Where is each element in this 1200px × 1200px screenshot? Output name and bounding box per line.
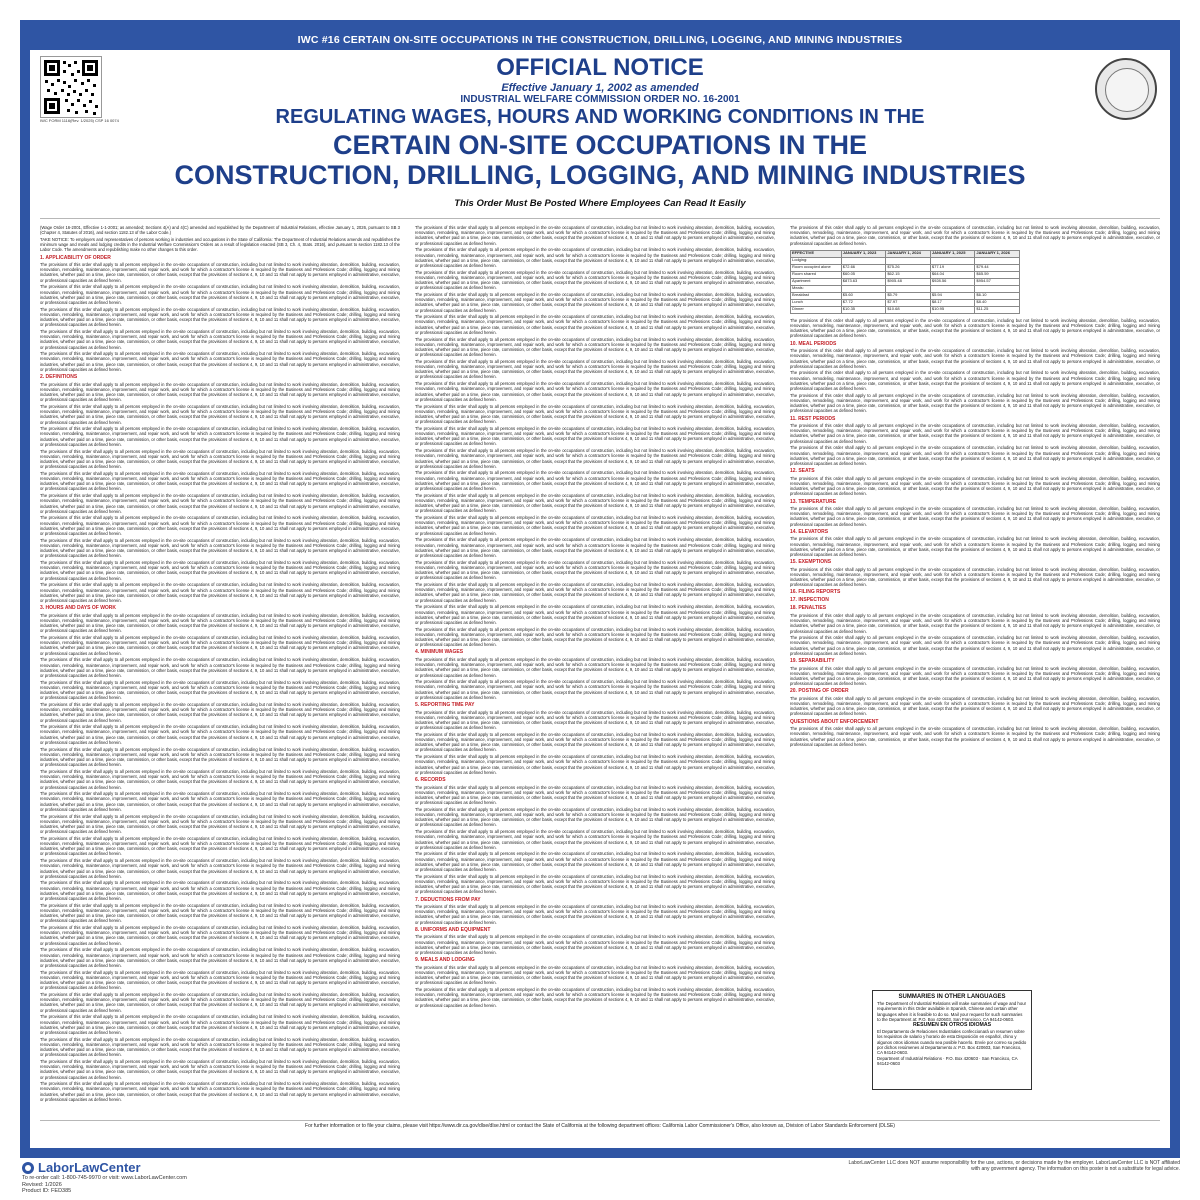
body-paragraph: The provisions of this order shall apply to all persons employed in the on-site occupations of construction, including but not limited to work involving alteration, demolition, building, excavation, renovation, remodeling, maintenance, improvement, and repair work, and work for which a contractor's license is required by the Business and Professions Code; drilling, logging and mining industries, whether paid on a time, piece rate, commission, or other basis, except that the provisions of sections 4, 9, 10 and 11 shall not apply to persons employed in administrative, executive, or professional capacities as defined herein. (40, 880, 400, 902)
table-cell: $77.19 (930, 264, 975, 271)
summary-address: Department of Industrial Relations · P.O. Box 420603 · San Francisco, CA 94142-0603 (877, 1055, 1018, 1066)
body-paragraph: The provisions of this order shall apply to all persons employed in the on-site occupations of construction, including but not limited to work involving alteration, demolition, building, excavation, renovation, remodeling, maintenance, improvement, and repair work, and work for which a contractor's license is required by the Business and Professions Code; drilling, logging and mining industries, whether paid on a time, piece rate, commission, or other basis, except that the provisions of sections 4, 9, 10 and 11 shall not apply to persons employed in administrative, executive, or professional capacities as defined herein. (40, 306, 400, 328)
meals-lodging-table (790, 250, 1020, 314)
table-cell (930, 257, 975, 264)
body-paragraph: The provisions of this order shall apply to all persons employed in the on-site occupations of construction, including but not limited to work involving alteration, demolition, building, excavation, renovation, remodeling, maintenance, improvement, and repair work, and work for which a contractor's license is required by the Business and Professions Code; drilling, logging and mining industries, whether paid on a time, piece rate, commission, or other basis, except that the provisions of sections 4, 9, 10 and 11 shall not apply to persons employed in administrative, executive, or professional capacities as defined herein. (415, 336, 775, 358)
section-heading: 16. FILING REPORTS (790, 589, 841, 596)
section-heading: 2. DEFINITIONS (40, 374, 78, 381)
body-paragraph: The provisions of this order shall apply to all persons employed in the on-site occupations of construction, including but not limited to work involving alteration, demolition, building, excavation, renovation, remodeling, maintenance, improvement, and repair work, and work for which a contractor's license is required by the Business and Professions Code; drilling, logging and mining industries, whether paid on a time, piece rate, commission, or other basis, except that the provisions of sections 4, 9, 10 and 11 shall not apply to persons employed in administrative, executive, or professional capacities as defined herein. (790, 392, 1160, 414)
section-heading: 14. ELEVATORS (790, 528, 829, 535)
poster-sheet (30, 30, 1170, 1148)
body-paragraph: The provisions of this order shall apply to all persons employed in the on-site occupations of construction, including but not limited to work involving alteration, demolition, building, excavation, renovation, remodeling, maintenance, improvement, and repair work, and work for which a contractor's license is required by the Business and Professions Code; drilling, logging and mining industries, whether paid on a time, piece rate, commission, or other basis, except that the provisions of sections 4, 9, 10 and 11 shall not apply to persons employed in administrative, executive, or professional capacities as defined herein. (790, 370, 1160, 392)
body-paragraph: The provisions of this order shall apply to all persons employed in the on-site occupations of construction, including but not limited to work involving alteration, demolition, building, excavation, renovation, remodeling, maintenance, improvement, and repair work, and work for which a contractor's license is required by the Business and Professions Code; drilling, logging and mining industries, whether paid on a time, piece rate, commission, or other basis, except that the provisions of sections 4, 9, 10 and 11 shall not apply to persons employed in administrative, executive, or professional capacities as defined herein. (415, 851, 775, 873)
body-paragraph: The provisions of this order shall apply to all persons employed in the on-site occupations of construction, including but not limited to work involving alteration, demolition, building, excavation, renovation, remodeling, maintenance, improvement, and repair work, and work for which a contractor's license is required by the Business and Professions Code; drilling, logging and mining industries, whether paid on a time, piece rate, commission, or other basis, except that the provisions of sections 4, 9, 10 and 11 shall not apply to persons employed in administrative, executive, or professional capacities as defined herein. (40, 969, 400, 991)
section-heading: 4. MINIMUM WAGES (415, 649, 464, 656)
product-id-line: Product ID: FED385 (22, 1188, 72, 1194)
body-paragraph: The provisions of this order shall apply to all persons employed in the on-site occupations of construction, including but not limited to work involving alteration, demolition, building, excavation, renovation, remodeling, maintenance, improvement, and repair work, and work for which a contractor's license is required by the Business and Professions Code; drilling, logging and mining industries, whether paid on a time, piece rate, commission, or other basis, except that the provisions of sections 4, 9, 10 and 11 shall not apply to persons employed in administrative, executive, or professional capacities as defined herein. (790, 695, 1160, 717)
regulating-heading: REGULATING WAGES, HOURS AND WORKING CONDITIONS IN THE (275, 106, 925, 128)
section-heading: 6. RECORDS (415, 777, 446, 783)
table-cell: $8.17 (930, 299, 975, 306)
body-paragraph: The provisions of this order shall apply to all persons employed in the on-site occupations of construction, including but not limited to work involving alteration, demolition, building, excavation, renovation, remodeling, maintenance, improvement, and repair work, and work for which a contractor's license is required by the Business and Professions Code; drilling, logging and mining industries, whether paid on a time, piece rate, commission, or other basis, except that the provisions of sections 4, 9, 10 and 11 shall not apply to persons employed in administrative, executive, or professional capacities as defined herein. (40, 381, 400, 403)
body-paragraph: The provisions of this order shall apply to all persons employed in the on-site occupations of construction, including but not limited to work involving alteration, demolition, building, excavation, renovation, remodeling, maintenance, improvement, and repair work, and work for which a contractor's license is required by the Business and Professions Code; drilling, logging and mining industries, whether paid on a time, piece rate, commission, or other basis, except that the provisions of sections 4, 9, 10 and 11 shall not apply to persons employed in administrative, executive, or professional capacities as defined herein. (40, 351, 400, 372)
body-paragraph: The provisions of this order shall apply to all persons employed in the on-site occupations of construction, including but not limited to work involving alteration, demolition, building, excavation, renovation, remodeling, maintenance, improvement, and repair work, and work for which a contractor's license is required by the Business and Professions Code; drilling, logging and mining industries, whether paid on a time, piece rate, commission, or other basis, except that the provisions of sections 4, 9, 10 and 11 shall not apply to persons employed in administrative, executive, or professional capacities as defined herein. (40, 1014, 400, 1035)
official-notice-heading: OFFICIAL NOTICE (496, 54, 704, 81)
summary-title: SUMMARIES IN OTHER LANGUAGES (898, 994, 1006, 1000)
body-paragraph: The provisions of this order shall apply to all persons employed in the on-site occupations of construction, including but not limited to work involving alteration, demolition, building, excavation, renovation, remodeling, maintenance, improvement, and repair work, and work for which a contractor's license is required by the Business and Professions Code; drilling, logging and mining industries, whether paid on a time, piece rate, commission, or other basis, except that the provisions of sections 4, 9, 10 and 11 shall not apply to persons employed in administrative, executive, or professional capacities as defined herein. (415, 626, 775, 648)
table-cell: $8.40 (975, 299, 1020, 306)
table-cell: Apartment (791, 278, 842, 285)
body-paragraph: The provisions of this order shall apply to all persons employed in the on-site occupations of construction, including but not limited to work involving alteration, demolition, building, excavation, renovation, remodeling, maintenance, improvement, and repair work, and work for which a contractor's license is required by the Business and Professions Code; drilling, logging and mining industries, whether paid on a time, piece rate, commission, or other basis, except that the provisions of sections 4, 9, 10 and 11 shall not apply to persons employed in administrative, executive, or professional capacities as defined herein. (790, 445, 1160, 466)
body-paragraph: The provisions of this order shall apply to all persons employed in the on-site occupations of construction, including but not limited to work involving alteration, demolition, building, excavation, renovation, remodeling, maintenance, improvement, and repair work, and work for which a contractor's license is required by the Business and Professions Code; drilling, logging and mining industries, whether paid on a time, piece rate, commission, or other basis, except that the provisions of sections 4, 9, 10 and 11 shall not apply to persons employed in administrative, executive, or professional capacities as defined herein. (790, 348, 1160, 369)
revised-line: Revised: 1/2026 (22, 1181, 62, 1188)
body-paragraph: The provisions of this order shall apply to all persons employed in the on-site occupations of construction, including but not limited to work involving alteration, demolition, building, excavation, renovation, remodeling, maintenance, improvement, and repair work, and work for which a contractor's license is required by the Business and Professions Code; drilling, logging and mining industries, whether paid on a time, piece rate, commission, or other basis, except that the provisions of sections 4, 9, 10 and 11 shall not apply to persons employed in administrative, executive, or professional capacities as defined herein. (415, 269, 775, 291)
body-paragraph: The provisions of this order shall apply to all persons employed in the on-site occupations of construction, including but not limited to work involving alteration, demolition, building, excavation, renovation, remodeling, maintenance, improvement, and repair work, and work for which a contractor's license is required by the Business and Professions Code; drilling, logging and mining industries, whether paid on a time, piece rate, commission, or other basis, except that the provisions of sections 4, 9, 10 and 11 shall not apply to persons employed in administrative, executive, or professional capacities as defined herein. (415, 754, 775, 775)
section-heading: QUESTIONS ABOUT ENFORCEMENT (790, 718, 879, 725)
body-paragraph: The provisions of this order shall apply to all persons employed in the on-site occupations of construction, including but not limited to work involving alteration, demolition, building, excavation, renovation, remodeling, maintenance, improvement, and repair work, and work for which a contractor's license is required by the Business and Professions Code; drilling, logging and mining industries, whether paid on a time, piece rate, commission, or other basis, except that the provisions of sections 4, 9, 10 and 11 shall not apply to persons employed in administrative, executive, or professional capacities as defined herein. (40, 635, 400, 656)
table-cell: $64.04 (930, 271, 975, 278)
table-row (791, 264, 1020, 271)
table-cell: $5.94 (930, 292, 975, 299)
body-paragraph: The provisions of this order shall apply to all persons employed in the on-site occupations of construction, including but not limited to work involving alteration, demolition, building, excavation, renovation, remodeling, maintenance, improvement, and repair work, and work for which a contractor's license is required by the Business and Professions Code; drilling, logging and mining industries, whether paid on a time, piece rate, commission, or other basis, except that the provisions of sections 4, 9, 10 and 11 shall not apply to persons employed in administrative, executive, or professional capacities as defined herein. (415, 582, 775, 603)
section-heading: 10. MEAL PERIODS (790, 340, 837, 347)
table-row (791, 285, 1020, 292)
column-3 (790, 225, 1160, 1010)
table-cell: $7.72 (841, 299, 886, 306)
body-paragraph: The provisions of this order shall apply to all persons employed in the on-site occupations of construction, including but not limited to work involving alteration, demolition, building, excavation, renovation, remodeling, maintenance, improvement, and repair work, and work for which a contractor's license is required by the Business and Professions Code; drilling, logging and mining industries, whether paid on a time, piece rate, commission, or other basis, except that the provisions of sections 4, 9, 10 and 11 shall not apply to persons employed in administrative, executive, or professional capacities as defined herein. (40, 902, 400, 924)
table-cell (975, 285, 1020, 292)
body-paragraph: The provisions of this order shall apply to all persons employed in the on-site occupations of construction, including but not limited to work involving alteration, demolition, building, excavation, renovation, remodeling, maintenance, improvement, and repair work, and work for which a contractor's license is required by the Business and Professions Code; drilling, logging and mining industries, whether paid on a time, piece rate, commission, or other basis, except that the provisions of sections 4, 9, 10 and 11 shall not apply to persons employed in administrative, executive, or professional capacities as defined herein. (415, 537, 775, 558)
table-cell: $6.10 (975, 292, 1020, 299)
table-cell (886, 285, 931, 292)
order-banner: IWC #16 CERTAIN ON-SITE OCCUPATIONS IN THE CONSTRUCTION, DRILLING, LOGGING, AND MINING INDUSTRIES (30, 30, 1170, 50)
table-row (791, 306, 1020, 313)
contact-info-strip: For further information or to file your claims, please visit https://www.dir.ca.gov/dlse/dlse.html or contact the State of California at the following department offices: California Labor Commissioner's Office, also known as, Division of Labor Standards Enforcement (DLSE) (40, 1120, 1160, 1131)
language-summary-box (872, 990, 1032, 1090)
body-paragraph: The provisions of this order shall apply to all persons employed in the on-site occupations of construction, including but not limited to work involving alteration, demolition, building, excavation, renovation, remodeling, maintenance, improvement, and repair work, and work for which a contractor's license is required by the Business and Professions Code; drilling, logging and mining industries, whether paid on a time, piece rate, commission, or other basis, except that the provisions of sections 4, 9, 10 and 11 shall not apply to persons employed in administrative, executive, or professional capacities as defined herein. (40, 858, 400, 879)
section-heading: 13. TEMPERATURE (790, 498, 837, 505)
body-paragraph: The provisions of this order shall apply to all persons employed in the on-site occupations of construction, including but not limited to work involving alteration, demolition, building, excavation, renovation, remodeling, maintenance, improvement, and repair work, and work for which a contractor's license is required by the Business and Professions Code; drilling, logging and mining industries, whether paid on a time, piece rate, commission, or other basis, except that the provisions of sections 4, 9, 10 and 11 shall not apply to persons employed in administrative, executive, or professional capacities as defined herein. (40, 947, 400, 968)
body-paragraph: The provisions of this order shall apply to all persons employed in the on-site occupations of construction, including but not limited to work involving alteration, demolition, building, excavation, renovation, remodeling, maintenance, improvement, and repair work, and work for which a contractor's license is required by the Business and Professions Code; drilling, logging and mining industries, whether paid on a time, piece rate, commission, or other basis, except that the provisions of sections 4, 9, 10 and 11 shall not apply to persons employed in administrative, executive, or professional capacities as defined herein. (790, 665, 1160, 687)
body-paragraph: The provisions of this order shall apply to all persons employed in the on-site occupations of construction, including but not limited to work involving alteration, demolition, building, excavation, renovation, remodeling, maintenance, improvement, and repair work, and work for which a contractor's license is required by the Business and Professions Code; drilling, logging and mining industries, whether paid on a time, piece rate, commission, or other basis, except that the provisions of sections 4, 9, 10 and 11 shall not apply to persons employed in administrative, executive, or professional capacities as defined herein. (415, 784, 775, 806)
body-paragraph: The provisions of this order shall apply to all persons employed in the on-site occupations of construction, including but not limited to work involving alteration, demolition, building, excavation, renovation, remodeling, maintenance, improvement, and repair work, and work for which a contractor's license is required by the Business and Professions Code; drilling, logging and mining industries, whether paid on a time, piece rate, commission, or other basis, except that the provisions of sections 4, 9, 10 and 11 shall not apply to persons employed in administrative, executive, or professional capacities as defined herein. (790, 506, 1160, 527)
effective-date: Effective January 1, 2002 as amended (501, 82, 699, 94)
body-paragraph: The provisions of this order shall apply to all persons employed in the on-site occupations of construction, including but not limited to work involving alteration, demolition, building, excavation, renovation, remodeling, maintenance, improvement, and repair work, and work for which a contractor's license is required by the Business and Professions Code; drilling, logging and mining industries, whether paid on a time, piece rate, commission, or other basis, except that the provisions of sections 4, 9, 10 and 11 shall not apply to persons employed in administrative, executive, or professional capacities as defined herein. (40, 470, 400, 492)
table-header-cell: JANUARY 1, 2024 (886, 250, 931, 257)
body-paragraph: The provisions of this order shall apply to all persons employed in the on-site occupations of construction, including but not limited to work involving alteration, demolition, building, excavation, renovation, remodeling, maintenance, improvement, and repair work, and work for which a contractor's license is required by the Business and Professions Code; drilling, logging and mining industries, whether paid on a time, piece rate, commission, or other basis, except that the provisions of sections 4, 9, 10 and 11 shall not apply to persons employed in administrative, executive, or professional capacities as defined herein. (40, 746, 400, 768)
body-paragraph: The provisions of this order shall apply to all persons employed in the on-site occupations of construction, including but not limited to work involving alteration, demolition, building, excavation, renovation, remodeling, maintenance, improvement, and repair work, and work for which a contractor's license is required by the Business and Professions Code; drilling, logging and mining industries, whether paid on a time, piece rate, commission, or other basis, except that the provisions of sections 4, 9, 10 and 11 shall not apply to persons employed in administrative, executive, or professional capacities as defined herein. (415, 559, 775, 581)
table-header-cell: JANUARY 1, 2025 (930, 250, 975, 257)
body-paragraph: The provisions of this order shall apply to all persons employed in the on-site occupations of construction, including but not limited to work involving alteration, demolition, building, excavation, renovation, remodeling, maintenance, improvement, and repair work, and work for which a contractor's license is required by the Business and Professions Code; drilling, logging and mining industries, whether paid on a time, piece rate, commission, or other basis, except that the provisions of sections 4, 9, 10 and 11 shall not apply to persons employed in administrative, executive, or professional capacities as defined herein. (40, 992, 400, 1013)
section-heading: 19. SEPARABILITY (790, 658, 835, 665)
body-paragraph: The provisions of this order shall apply to all persons employed in the on-site occupations of construction, including but not limited to work involving alteration, demolition, building, excavation, renovation, remodeling, maintenance, improvement, and repair work, and work for which a contractor's license is required by the Business and Professions Code; drilling, logging and mining industries, whether paid on a time, piece rate, commission, or other basis, except that the provisions of sections 4, 9, 10 and 11 shall not apply to persons employed in administrative, executive, or professional capacities as defined herein. (40, 448, 400, 470)
body-paragraph: The provisions of this order shall apply to all persons employed in the on-site occupations of construction, including but not limited to work involving alteration, demolition, building, excavation, renovation, remodeling, maintenance, improvement, and repair work, and work for which a contractor's license is required by the Business and Professions Code; drilling, logging and mining industries, whether paid on a time, piece rate, commission, or other basis, except that the provisions of sections 4, 9, 10 and 11 shall not apply to persons employed in administrative, executive, or professional capacities as defined herein. (415, 829, 775, 850)
body-paragraph: The provisions of this order shall apply to all persons employed in the on-site occupations of construction, including but not limited to work involving alteration, demolition, building, excavation, renovation, remodeling, maintenance, improvement, and repair work, and work for which a contractor's license is required by the Business and Professions Code; drilling, logging and mining industries, whether paid on a time, piece rate, commission, or other basis, except that the provisions of sections 4, 9, 10 and 11 shall not apply to persons employed in administrative, executive, or professional capacities as defined herein. (415, 656, 775, 678)
table-header-cell: JANUARY 1, 2026 (975, 250, 1020, 257)
body-paragraph: The provisions of this order shall apply to all persons employed in the on-site occupations of construction, including but not limited to work involving alteration, demolition, building, excavation, renovation, remodeling, maintenance, improvement, and repair work, and work for which a contractor's license is required by the Business and Professions Code; drilling, logging and mining industries, whether paid on a time, piece rate, commission, or other basis, except that the provisions of sections 4, 9, 10 and 11 shall not apply to persons employed in administrative, executive, or professional capacities as defined herein. (415, 448, 775, 469)
body-paragraph: The provisions of this order shall apply to all persons employed in the on-site occupations of construction, including but not limited to work involving alteration, demolition, building, excavation, renovation, remodeling, maintenance, improvement, and repair work, and work for which a contractor's license is required by the Business and Professions Code; drilling, logging and mining industries, whether paid on a time, piece rate, commission, or other basis, except that the provisions of sections 4, 9, 10 and 11 shall not apply to persons employed in administrative, executive, or professional capacities as defined herein. (40, 724, 400, 745)
body-paragraph: The provisions of this order shall apply to all persons employed in the on-site occupations of construction, including but not limited to work involving alteration, demolition, building, excavation, renovation, remodeling, maintenance, improvement, and repair work, and work for which a contractor's license is required by the Business and Professions Code; drilling, logging and mining industries, whether paid on a time, piece rate, commission, or other basis, except that the provisions of sections 4, 9, 10 and 11 shall not apply to persons employed in administrative, executive, or professional capacities as defined herein. (40, 835, 400, 857)
body-paragraph: The provisions of this order shall apply to all persons employed in the on-site occupations of construction, including but not limited to work involving alteration, demolition, building, excavation, renovation, remodeling, maintenance, improvement, and repair work, and work for which a contractor's license is required by the Business and Professions Code; drilling, logging and mining industries, whether paid on a time, piece rate, commission, or other basis, except that the provisions of sections 4, 9, 10 and 11 shall not apply to persons employed in administrative, executive, or professional capacities as defined herein. (415, 964, 775, 986)
section-heading: 3. HOURS AND DAYS OF WORK (40, 605, 117, 612)
table-cell: $954.57 (975, 278, 1020, 285)
table-cell: $62.15 (886, 271, 931, 278)
body-paragraph: The provisions of this order shall apply to all persons employed in the on-site occupations of construction, including but not limited to work involving alteration, demolition, building, excavation, renovation, remodeling, maintenance, improvement, and repair work, and work for which a contractor's license is required by the Business and Professions Code; drilling, logging and mining industries, whether paid on a time, piece rate, commission, or other basis, except that the provisions of sections 4, 9, 10 and 11 shall not apply to persons employed in administrative, executive, or professional capacities as defined herein. (790, 635, 1160, 656)
table-cell: $10.68 (886, 306, 931, 313)
body-paragraph: The provisions of this order shall apply to all persons employed in the on-site occupations of construction, including but not limited to work involving alteration, demolition, building, excavation, renovation, remodeling, maintenance, improvement, and repair work, and work for which a contractor's license is required by the Business and Professions Code; drilling, logging and mining industries, whether paid on a time, piece rate, commission, or other basis, except that the provisions of sections 4, 9, 10 and 11 shall not apply to persons employed in administrative, executive, or professional capacities as defined herein. (415, 225, 775, 246)
body-paragraph: The provisions of this order shall apply to all persons employed in the on-site occupations of construction, including but not limited to work involving alteration, demolition, building, excavation, renovation, remodeling, maintenance, improvement, and repair work, and work for which a contractor's license is required by the Business and Professions Code; drilling, logging and mining industries, whether paid on a time, piece rate, commission, or other basis, except that the provisions of sections 4, 9, 10 and 11 shall not apply to persons employed in administrative, executive, or professional capacities as defined herein. (40, 537, 400, 559)
section-heading: 15. EXEMPTIONS (790, 559, 832, 566)
section-heading: 5. REPORTING TIME PAY (415, 702, 475, 709)
body-paragraph: The provisions of this order shall apply to all persons employed in the on-site occupations of construction, including but not limited to work involving alteration, demolition, building, excavation, renovation, remodeling, maintenance, improvement, and repair work, and work for which a contractor's license is required by the Business and Professions Code; drilling, logging and mining industries, whether paid on a time, piece rate, commission, or other basis, except that the provisions of sections 4, 9, 10 and 11 shall not apply to persons employed in administrative, executive, or professional capacities as defined herein. (415, 987, 775, 1008)
table-cell: $5.60 (841, 292, 886, 299)
table-cell: $11.25 (975, 306, 1020, 313)
table-row (791, 278, 1020, 285)
body-paragraph: The provisions of this order shall apply to all persons employed in the on-site occupations of construction, including but not limited to work involving alteration, demolition, building, excavation, renovation, remodeling, maintenance, improvement, and repair work, and work for which a contractor's license is required by the Business and Professions Code; drilling, logging and mining industries, whether paid on a time, piece rate, commission, or other basis, except that the provisions of sections 4, 9, 10 and 11 shall not apply to persons employed in administrative, executive, or professional capacities as defined herein. (415, 604, 775, 625)
body-paragraph: The provisions of this order shall apply to all persons employed in the on-site occupations of construction, including but not limited to work involving alteration, demolition, building, excavation, renovation, remodeling, maintenance, improvement, and repair work, and work for which a contractor's license is required by the Business and Professions Code; drilling, logging and mining industries, whether paid on a time, piece rate, commission, or other basis, except that the provisions of sections 4, 9, 10 and 11 shall not apply to persons employed in administrative, executive, or professional capacities as defined herein. (40, 284, 400, 305)
body-paragraph: The provisions of this order shall apply to all persons employed in the on-site occupations of construction, including but not limited to work involving alteration, demolition, building, excavation, renovation, remodeling, maintenance, improvement, and repair work, and work for which a contractor's license is required by the Business and Professions Code; drilling, logging and mining industries, whether paid on a time, piece rate, commission, or other basis, except that the provisions of sections 4, 9, 10 and 11 shall not apply to persons employed in administrative, executive, or professional capacities as defined herein. (40, 701, 400, 723)
table-cell: Meals: (791, 285, 842, 292)
section-heading: 9. MEALS AND LODGING (415, 957, 475, 964)
qr-meta: IWC FORM 1116(Rev. 1/2025) CSP 16 0074 (40, 118, 119, 123)
table-cell: $10.35 (841, 306, 886, 313)
body-paragraph: The provisions of this order shall apply to all persons employed in the on-site occupations of construction, including but not limited to work involving alteration, demolition, building, excavation, renovation, remodeling, maintenance, improvement, and repair work, and work for which a contractor's license is required by the Business and Professions Code; drilling, logging and mining industries, whether paid on a time, piece rate, commission, or other basis, except that the provisions of sections 4, 9, 10 and 11 shall not apply to persons employed in administrative, executive, or professional capacities as defined herein. (790, 475, 1160, 497)
body-paragraph: The provisions of this order shall apply to all persons employed in the on-site occupations of construction, including but not limited to work involving alteration, demolition, building, excavation, renovation, remodeling, maintenance, improvement, and repair work, and work for which a contractor's license is required by the Business and Professions Code; drilling, logging and mining industries, whether paid on a time, piece rate, commission, or other basis, except that the provisions of sections 4, 9, 10 and 11 shall not apply to persons employed in administrative, executive, or professional capacities as defined herein. (40, 582, 400, 603)
body-paragraph: The provisions of this order shall apply to all persons employed in the on-site occupations of construction, including but not limited to work involving alteration, demolition, building, excavation, renovation, remodeling, maintenance, improvement, and repair work, and work for which a contractor's license is required by the Business and Professions Code; drilling, logging and mining industries, whether paid on a time, piece rate, commission, or other basis, except that the provisions of sections 4, 9, 10 and 11 shall not apply to persons employed in administrative, executive, or professional capacities as defined herein. (40, 262, 400, 283)
body-paragraph: The provisions of this order shall apply to all persons employed in the on-site occupations of construction, including but not limited to work involving alteration, demolition, building, excavation, renovation, remodeling, maintenance, improvement, and repair work, and work for which a contractor's license is required by the Business and Professions Code; drilling, logging and mining industries, whether paid on a time, piece rate, commission, or other basis, except that the provisions of sections 4, 9, 10 and 11 shall not apply to persons employed in administrative, executive, or professional capacities as defined herein. (790, 317, 1160, 339)
body-paragraph: The provisions of this order shall apply to all persons employed in the on-site occupations of construction, including but not limited to work involving alteration, demolition, building, excavation, renovation, remodeling, maintenance, improvement, and repair work, and work for which a contractor's license is required by the Business and Professions Code; drilling, logging and mining industries, whether paid on a time, piece rate, commission, or other basis, except that the provisions of sections 4, 9, 10 and 11 shall not apply to persons employed in administrative, executive, or professional capacities as defined herein. (40, 768, 400, 790)
body-paragraph: The provisions of this order shall apply to all persons employed in the on-site occupations of construction, including but not limited to work involving alteration, demolition, building, excavation, renovation, remodeling, maintenance, improvement, and repair work, and work for which a contractor's license is required by the Business and Professions Code; drilling, logging and mining industries, whether paid on a time, piece rate, commission, or other basis, except that the provisions of sections 4, 9, 10 and 11 shall not apply to persons employed in administrative, executive, or professional capacities as defined herein. (40, 813, 400, 835)
table-header-cell: EFFECTIVE (791, 250, 842, 257)
body-paragraph: The provisions of this order shall apply to all persons employed in the on-site occupations of construction, including but not limited to work involving alteration, demolition, building, excavation, renovation, remodeling, maintenance, improvement, and repair work, and work for which a contractor's license is required by the Business and Professions Code; drilling, logging and mining industries, whether paid on a time, piece rate, commission, or other basis, except that the provisions of sections 4, 9, 10 and 11 shall not apply to persons employed in administrative, executive, or professional capacities as defined herein. (415, 247, 775, 268)
body-paragraph: The provisions of this order shall apply to all persons employed in the on-site occupations of construction, including but not limited to work involving alteration, demolition, building, excavation, renovation, remodeling, maintenance, improvement, and repair work, and work for which a contractor's license is required by the Business and Professions Code; drilling, logging and mining industries, whether paid on a time, piece rate, commission, or other basis, except that the provisions of sections 4, 9, 10 and 11 shall not apply to persons employed in administrative, executive, or professional capacities as defined herein. (40, 493, 400, 514)
body-paragraph: The provisions of this order shall apply to all persons employed in the on-site occupations of construction, including but not limited to work involving alteration, demolition, building, excavation, renovation, remodeling, maintenance, improvement, and repair work, and work for which a contractor's license is required by the Business and Professions Code; drilling, logging and mining industries, whether paid on a time, piece rate, commission, or other basis, except that the provisions of sections 4, 9, 10 and 11 shall not apply to persons employed in administrative, executive, or professional capacities as defined herein. (790, 726, 1160, 747)
body-paragraph: The provisions of this order shall apply to all persons employed in the on-site occupations of construction, including but not limited to work involving alteration, demolition, building, excavation, renovation, remodeling, maintenance, improvement, and repair work, and work for which a contractor's license is required by the Business and Professions Code; drilling, logging and mining industries, whether paid on a time, piece rate, commission, or other basis, except that the provisions of sections 4, 9, 10 and 11 shall not apply to persons employed in administrative, executive, or professional capacities as defined herein. (415, 291, 775, 313)
body-paragraph: The provisions of this order shall apply to all persons employed in the on-site occupations of construction, including but not limited to work involving alteration, demolition, building, excavation, renovation, remodeling, maintenance, improvement, and repair work, and work for which a contractor's license is required by the Business and Professions Code; drilling, logging and mining industries, whether paid on a time, piece rate, commission, or other basis, except that the provisions of sections 4, 9, 10 and 11 shall not apply to persons employed in administrative, executive, or professional capacities as defined herein. (790, 225, 1160, 246)
body-paragraph: The provisions of this order shall apply to all persons employed in the on-site occupations of construction, including but not limited to work involving alteration, demolition, building, excavation, renovation, remodeling, maintenance, improvement, and repair work, and work for which a contractor's license is required by the Business and Professions Code; drilling, logging and mining industries, whether paid on a time, piece rate, commission, or other basis, except that the provisions of sections 4, 9, 10 and 11 shall not apply to persons employed in administrative, executive, or professional capacities as defined herein. (415, 314, 775, 335)
body-paragraph: The provisions of this order shall apply to all persons employed in the on-site occupations of construction, including but not limited to work involving alteration, demolition, building, excavation, renovation, remodeling, maintenance, improvement, and repair work, and work for which a contractor's license is required by the Business and Professions Code; drilling, logging and mining industries, whether paid on a time, piece rate, commission, or other basis, except that the provisions of sections 4, 9, 10 and 11 shall not apply to persons employed in administrative, executive, or professional capacities as defined herein. (40, 612, 400, 634)
table-cell: $65.59 (975, 271, 1020, 278)
table-row (791, 257, 1020, 264)
body-paragraph: The provisions of this order shall apply to all persons employed in the on-site occupations of construction, including but not limited to work involving alteration, demolition, building, excavation, renovation, remodeling, maintenance, improvement, and repair work, and work for which a contractor's license is required by the Business and Professions Code; drilling, logging and mining industries, whether paid on a time, piece rate, commission, or other basis, except that the provisions of sections 4, 9, 10 and 11 shall not apply to persons employed in administrative, executive, or professional capacities as defined herein. (415, 470, 775, 492)
body-paragraph: The provisions of this order shall apply to all persons employed in the on-site occupations of construction, including but not limited to work involving alteration, demolition, building, excavation, renovation, remodeling, maintenance, improvement, and repair work, and work for which a contractor's license is required by the Business and Professions Code; drilling, logging and mining industries, whether paid on a time, piece rate, commission, or other basis, except that the provisions of sections 4, 9, 10 and 11 shall not apply to persons employed in administrative, executive, or professional capacities as defined herein. (415, 934, 775, 955)
body-paragraph: The provisions of this order shall apply to all persons employed in the on-site occupations of construction, including but not limited to work involving alteration, demolition, building, excavation, renovation, remodeling, maintenance, improvement, and repair work, and work for which a contractor's license is required by the Business and Professions Code; drilling, logging and mining industries, whether paid on a time, piece rate, commission, or other basis, except that the provisions of sections 4, 9, 10 and 11 shall not apply to persons employed in administrative, executive, or professional capacities as defined herein. (40, 328, 400, 350)
section-heading: 1. APPLICABILITY OF ORDER (40, 254, 111, 261)
section-heading: 8. UNIFORMS AND EQUIPMENT (415, 926, 491, 933)
section-heading: 12. SEATS (790, 468, 815, 475)
body-paragraph: The provisions of this order shall apply to all persons employed in the on-site occupations of construction, including but not limited to work involving alteration, demolition, building, excavation, renovation, remodeling, maintenance, improvement, and repair work, and work for which a contractor's license is required by the Business and Professions Code; drilling, logging and mining industries, whether paid on a time, piece rate, commission, or other basis, except that the provisions of sections 4, 9, 10 and 11 shall not apply to persons employed in administrative, executive, or professional capacities as defined herein. (415, 381, 775, 402)
table-cell: $928.56 (930, 278, 975, 285)
title-line-2: CONSTRUCTION, DRILLING, LOGGING, AND MINING INDUSTRIES (174, 160, 1026, 190)
order-number: INDUSTRIAL WELFARE COMMISSION ORDER NO. 16-2001 (460, 94, 740, 105)
body-paragraph: The provisions of this order shall apply to all persons employed in the on-site occupations of construction, including but not limited to work involving alteration, demolition, building, excavation, renovation, remodeling, maintenance, improvement, and repair work, and work for which a contractor's license is required by the Business and Professions Code; drilling, logging and mining industries, whether paid on a time, piece rate, commission, or other basis, except that the provisions of sections 4, 9, 10 and 11 shall not apply to persons employed in administrative, executive, or professional capacities as defined herein. (40, 925, 400, 946)
summary-text: The Department of Industrial Relations will make summaries of wage and hour requirements in this Order available in Spanish, Chinese and certain other languages when it is feasible to do so. Mail your request for such summaries to the Department at: P.O. Box 420603, San Francisco, CA 94142-0603. (877, 1001, 1027, 1022)
summary-spanish-text: El Departamento de Relaciones Industriales confeccionará un resumen sobre los requisitos de salario y horario de esta Disposición en español, chino y algunos otros idiomas cuando sea posible hacerlo. Envíe por correo su pedido por dichos resúmenes al Departamento a: P.O. Box 420603, San Francisco, CA 94142-0603. (877, 1029, 1027, 1056)
table-cell: $905.48 (886, 278, 931, 285)
section-heading: 11. REST PERIODS (790, 415, 836, 422)
body-paragraph: The provisions of this order shall apply to all persons employed in the on-site occupations of construction, including but not limited to work involving alteration, demolition, building, excavation, renovation, remodeling, maintenance, improvement, and repair work, and work for which a contractor's license is required by the Business and Professions Code; drilling, logging and mining industries, whether paid on a time, piece rate, commission, or other basis, except that the provisions of sections 4, 9, 10 and 11 shall not apply to persons employed in administrative, executive, or professional capacities as defined herein. (415, 731, 775, 753)
table-cell: $873.63 (841, 278, 886, 285)
title-line-1: CERTAIN ON-SITE OCCUPATIONS IN THE (332, 130, 867, 160)
body-paragraph: The provisions of this order shall apply to all persons employed in the on-site occupations of construction, including but not limited to work involving alteration, demolition, building, excavation, renovation, remodeling, maintenance, improvement, and repair work, and work for which a contractor's license is required by the Business and Professions Code; drilling, logging and mining industries, whether paid on a time, piece rate, commission, or other basis, except that the provisions of sections 4, 9, 10 and 11 shall not apply to persons employed in administrative, executive, or professional capacities as defined herein. (40, 657, 400, 678)
take-notice: TAKE NOTICE: To employers and representatives of persons working in industries and occupations in the State of California: The Department of Industrial Relations amends and republishes the minimum wage and meals and lodging credits in the Industrial Welfare Commission's Orders as a result of legislation enacted (SB 3, Ch. 4, Stats. 2016), and pursuant to section 1182.13 of the Labor Code. The amendments and republishing make no other changes to this order. (40, 236, 400, 253)
column-1 (40, 225, 400, 1102)
footer-disclaimer: LaborLawCenter LLC does NOT assume responsibility for the use, actions, or decisions made by the employer. LaborLawCenter LLC is NOT affiliated with any government agency. The information on this poster is not a substitute for legal advice. (848, 1160, 1180, 1172)
body-paragraph: The provisions of this order shall apply to all persons employed in the on-site occupations of construction, including but not limited to work involving alteration, demolition, building, excavation, renovation, remodeling, maintenance, improvement, and repair work, and work for which a contractor's license is required by the Business and Professions Code; drilling, logging and mining industries, whether paid on a time, piece rate, commission, or other basis, except that the provisions of sections 4, 9, 10 and 11 shall not apply to persons employed in administrative, executive, or professional capacities as defined herein. (415, 403, 775, 425)
footer-publisher (22, 1160, 382, 1196)
body-paragraph: The provisions of this order shall apply to all persons employed in the on-site occupations of construction, including but not limited to work involving alteration, demolition, building, excavation, renovation, remodeling, maintenance, improvement, and repair work, and work for which a contractor's license is required by the Business and Professions Code; drilling, logging and mining industries, whether paid on a time, piece rate, commission, or other basis, except that the provisions of sections 4, 9, 10 and 11 shall not apply to persons employed in administrative, executive, or professional capacities as defined herein. (415, 515, 775, 536)
body-paragraph: The provisions of this order shall apply to all persons employed in the on-site occupations of construction, including but not limited to work involving alteration, demolition, building, excavation, renovation, remodeling, maintenance, improvement, and repair work, and work for which a contractor's license is required by the Business and Professions Code; drilling, logging and mining industries, whether paid on a time, piece rate, commission, or other basis, except that the provisions of sections 4, 9, 10 and 11 shall not apply to persons employed in administrative, executive, or professional capacities as defined herein. (415, 358, 775, 380)
body-paragraph: The provisions of this order shall apply to all persons employed in the on-site occupations of construction, including but not limited to work involving alteration, demolition, building, excavation, renovation, remodeling, maintenance, improvement, and repair work, and work for which a contractor's license is required by the Business and Professions Code; drilling, logging and mining industries, whether paid on a time, piece rate, commission, or other basis, except that the provisions of sections 4, 9, 10 and 11 shall not apply to persons employed in administrative, executive, or professional capacities as defined herein. (790, 536, 1160, 557)
table-cell: $79.44 (975, 264, 1020, 271)
table-cell: Room occupied alone (791, 264, 842, 271)
body-paragraph: The provisions of this order shall apply to all persons employed in the on-site occupations of construction, including but not limited to work involving alteration, demolition, building, excavation, renovation, remodeling, maintenance, improvement, and repair work, and work for which a contractor's license is required by the Business and Professions Code; drilling, logging and mining industries, whether paid on a time, piece rate, commission, or other basis, except that the provisions of sections 4, 9, 10 and 11 shall not apply to persons employed in administrative, executive, or professional capacities as defined herein. (790, 612, 1160, 634)
body-paragraph: The provisions of this order shall apply to all persons employed in the on-site occupations of construction, including but not limited to work involving alteration, demolition, building, excavation, renovation, remodeling, maintenance, improvement, and repair work, and work for which a contractor's license is required by the Business and Professions Code; drilling, logging and mining industries, whether paid on a time, piece rate, commission, or other basis, except that the provisions of sections 4, 9, 10 and 11 shall not apply to persons employed in administrative, executive, or professional capacities as defined herein. (40, 1058, 400, 1080)
table-cell: $75.26 (886, 264, 931, 271)
table-cell (841, 285, 886, 292)
body-paragraph: The provisions of this order shall apply to all persons employed in the on-site occupations of construction, including but not limited to work involving alteration, demolition, building, excavation, renovation, remodeling, maintenance, improvement, and repair work, and work for which a contractor's license is required by the Business and Professions Code; drilling, logging and mining industries, whether paid on a time, piece rate, commission, or other basis, except that the provisions of sections 4, 9, 10 and 11 shall not apply to persons employed in administrative, executive, or professional capacities as defined herein. (415, 709, 775, 731)
publisher-logo-text: LaborLawCenter (38, 1160, 141, 1175)
table-row (791, 271, 1020, 278)
table-cell: $5.79 (886, 292, 931, 299)
body-paragraph: The provisions of this order shall apply to all persons employed in the on-site occupations of construction, including but not limited to work involving alteration, demolition, building, excavation, renovation, remodeling, maintenance, improvement, and repair work, and work for which a contractor's license is required by the Business and Professions Code; drilling, logging and mining industries, whether paid on a time, piece rate, commission, or other basis, except that the provisions of sections 4, 9, 10 and 11 shall not apply to persons employed in administrative, executive, or professional capacities as defined herein. (40, 791, 400, 812)
section-heading: 20. POSTING OF ORDER (790, 688, 849, 695)
body-paragraph: The provisions of this order shall apply to all persons employed in the on-site occupations of construction, including but not limited to work involving alteration, demolition, building, excavation, renovation, remodeling, maintenance, improvement, and repair work, and work for which a contractor's license is required by the Business and Professions Code; drilling, logging and mining industries, whether paid on a time, piece rate, commission, or other basis, except that the provisions of sections 4, 9, 10 and 11 shall not apply to persons employed in administrative, executive, or professional capacities as defined herein. (790, 423, 1160, 444)
table-header-row (791, 250, 1020, 257)
body-paragraph: The provisions of this order shall apply to all persons employed in the on-site occupations of construction, including but not limited to work involving alteration, demolition, building, excavation, renovation, remodeling, maintenance, improvement, and repair work, and work for which a contractor's license is required by the Business and Professions Code; drilling, logging and mining industries, whether paid on a time, piece rate, commission, or other basis, except that the provisions of sections 4, 9, 10 and 11 shall not apply to persons employed in administrative, executive, or professional capacities as defined herein. (415, 492, 775, 514)
body-paragraph: The provisions of this order shall apply to all persons employed in the on-site occupations of construction, including but not limited to work involving alteration, demolition, building, excavation, renovation, remodeling, maintenance, improvement, and repair work, and work for which a contractor's license is required by the Business and Professions Code; drilling, logging and mining industries, whether paid on a time, piece rate, commission, or other basis, except that the provisions of sections 4, 9, 10 and 11 shall not apply to persons employed in administrative, executive, or professional capacities as defined herein. (415, 806, 775, 828)
poster-border (20, 20, 1180, 1158)
section-heading: 18. PENALTIES (790, 605, 827, 612)
table-cell (886, 257, 931, 264)
table-cell: Lodging: (791, 257, 842, 264)
table-cell: $7.97 (886, 299, 931, 306)
reorder-line: To re-order call: 1-800-745-9970 or visit: www.LaborLawCenter.com (22, 1175, 187, 1181)
body-paragraph: The provisions of this order shall apply to all persons employed in the on-site occupations of construction, including but not limited to work involving alteration, demolition, building, excavation, renovation, remodeling, maintenance, improvement, and repair work, and work for which a contractor's license is required by the Business and Professions Code; drilling, logging and mining industries, whether paid on a time, piece rate, commission, or other basis, except that the provisions of sections 4, 9, 10 and 11 shall not apply to persons employed in administrative, executive, or professional capacities as defined herein. (40, 1081, 400, 1102)
body-paragraph: The provisions of this order shall apply to all persons employed in the on-site occupations of construction, including but not limited to work involving alteration, demolition, building, excavation, renovation, remodeling, maintenance, improvement, and repair work, and work for which a contractor's license is required by the Business and Professions Code; drilling, logging and mining industries, whether paid on a time, piece rate, commission, or other basis, except that the provisions of sections 4, 9, 10 and 11 shall not apply to persons employed in administrative, executive, or professional capacities as defined herein. (40, 679, 400, 701)
laborlawcenter-logo-icon (22, 1162, 34, 1174)
body-paragraph: The provisions of this order shall apply to all persons employed in the on-site occupations of construction, including but not limited to work involving alteration, demolition, building, excavation, renovation, remodeling, maintenance, improvement, and repair work, and work for which a contractor's license is required by the Business and Professions Code; drilling, logging and mining industries, whether paid on a time, piece rate, commission, or other basis, except that the provisions of sections 4, 9, 10 and 11 shall not apply to persons employed in administrative, executive, or professional capacities as defined herein. (40, 515, 400, 537)
body-paragraph: The provisions of this order shall apply to all persons employed in the on-site occupations of construction, including but not limited to work involving alteration, demolition, building, excavation, renovation, remodeling, maintenance, improvement, and repair work, and work for which a contractor's license is required by the Business and Professions Code; drilling, logging and mining industries, whether paid on a time, piece rate, commission, or other basis, except that the provisions of sections 4, 9, 10 and 11 shall not apply to persons employed in administrative, executive, or professional capacities as defined herein. (40, 560, 400, 581)
table-row (791, 292, 1020, 299)
body-paragraph: The provisions of this order shall apply to all persons employed in the on-site occupations of construction, including but not limited to work involving alteration, demolition, building, excavation, renovation, remodeling, maintenance, improvement, and repair work, and work for which a contractor's license is required by the Business and Professions Code; drilling, logging and mining industries, whether paid on a time, piece rate, commission, or other basis, except that the provisions of sections 4, 9, 10 and 11 shall not apply to persons employed in administrative, executive, or professional capacities as defined herein. (790, 566, 1160, 588)
body-paragraph: The provisions of this order shall apply to all persons employed in the on-site occupations of construction, including but not limited to work involving alteration, demolition, building, excavation, renovation, remodeling, maintenance, improvement, and repair work, and work for which a contractor's license is required by the Business and Professions Code; drilling, logging and mining industries, whether paid on a time, piece rate, commission, or other basis, except that the provisions of sections 4, 9, 10 and 11 shall not apply to persons employed in administrative, executive, or professional capacities as defined herein. (415, 679, 775, 700)
table-row (791, 299, 1020, 306)
table-cell: Dinner (791, 306, 842, 313)
posting-instruction: This Order Must Be Posted Where Employees Can Read It Easily (454, 198, 746, 209)
body-paragraph: The provisions of this order shall apply to all persons employed in the on-site occupations of construction, including but not limited to work involving alteration, demolition, building, excavation, renovation, remodeling, maintenance, improvement, and repair work, and work for which a contractor's license is required by the Business and Professions Code; drilling, logging and mining industries, whether paid on a time, piece rate, commission, or other basis, except that the provisions of sections 4, 9, 10 and 11 shall not apply to persons employed in administrative, executive, or professional capacities as defined herein. (40, 403, 400, 425)
column-2 (415, 225, 775, 1010)
table-cell (841, 257, 886, 264)
section-heading: 17. INSPECTION (790, 597, 829, 604)
table-cell: $10.95 (930, 306, 975, 313)
body-paragraph: The provisions of this order shall apply to all persons employed in the on-site occupations of construction, including but not limited to work involving alteration, demolition, building, excavation, renovation, remodeling, maintenance, improvement, and repair work, and work for which a contractor's license is required by the Business and Professions Code; drilling, logging and mining industries, whether paid on a time, piece rate, commission, or other basis, except that the provisions of sections 4, 9, 10 and 11 shall not apply to persons employed in administrative, executive, or professional capacities as defined herein. (415, 873, 775, 895)
table-cell: Breakfast (791, 292, 842, 299)
table-cell (975, 257, 1020, 264)
summary-spanish-title: RESUMEN EN OTROS IDIOMAS (912, 1022, 992, 1029)
table-cell: Lunch (791, 299, 842, 306)
table-cell: Room shared (791, 271, 842, 278)
table-cell: $60.05 (841, 271, 886, 278)
body-paragraph: The provisions of this order shall apply to all persons employed in the on-site occupations of construction, including but not limited to work involving alteration, demolition, building, excavation, renovation, remodeling, maintenance, improvement, and repair work, and work for which a contractor's license is required by the Business and Professions Code; drilling, logging and mining industries, whether paid on a time, piece rate, commission, or other basis, except that the provisions of sections 4, 9, 10 and 11 shall not apply to persons employed in administrative, executive, or professional capacities as defined herein. (415, 904, 775, 925)
section-heading: 7. DEDUCTIONS FROM PAY (415, 896, 481, 903)
body-paragraph: The provisions of this order shall apply to all persons employed in the on-site occupations of construction, including but not limited to work involving alteration, demolition, building, excavation, renovation, remodeling, maintenance, improvement, and repair work, and work for which a contractor's license is required by the Business and Professions Code; drilling, logging and mining industries, whether paid on a time, piece rate, commission, or other basis, except that the provisions of sections 4, 9, 10 and 11 shall not apply to persons employed in administrative, executive, or professional capacities as defined herein. (40, 1036, 400, 1058)
table-cell (930, 285, 975, 292)
order-intro: (Wage Order 16-2001, Effective 1-1-2001; as amended; Sections 4(A) and 4(C) amended and republished by the Department of Industrial Relations, effective January 1, 2026, pursuant to SB 3 (Chapter 4, Statutes of 2016), and section 1182.13 of the Labor Code.) (40, 225, 400, 236)
table-cell: $72.66 (841, 264, 886, 271)
body-paragraph: The provisions of this order shall apply to all persons employed in the on-site occupations of construction, including but not limited to work involving alteration, demolition, building, excavation, renovation, remodeling, maintenance, improvement, and repair work, and work for which a contractor's license is required by the Business and Professions Code; drilling, logging and mining industries, whether paid on a time, piece rate, commission, or other basis, except that the provisions of sections 4, 9, 10 and 11 shall not apply to persons employed in administrative, executive, or professional capacities as defined herein. (40, 426, 400, 447)
table-header-cell: JANUARY 1, 2023 (841, 250, 886, 257)
body-paragraph: The provisions of this order shall apply to all persons employed in the on-site occupations of construction, including but not limited to work involving alteration, demolition, building, excavation, renovation, remodeling, maintenance, improvement, and repair work, and work for which a contractor's license is required by the Business and Professions Code; drilling, logging and mining industries, whether paid on a time, piece rate, commission, or other basis, except that the provisions of sections 4, 9, 10 and 11 shall not apply to persons employed in administrative, executive, or professional capacities as defined herein. (415, 425, 775, 447)
